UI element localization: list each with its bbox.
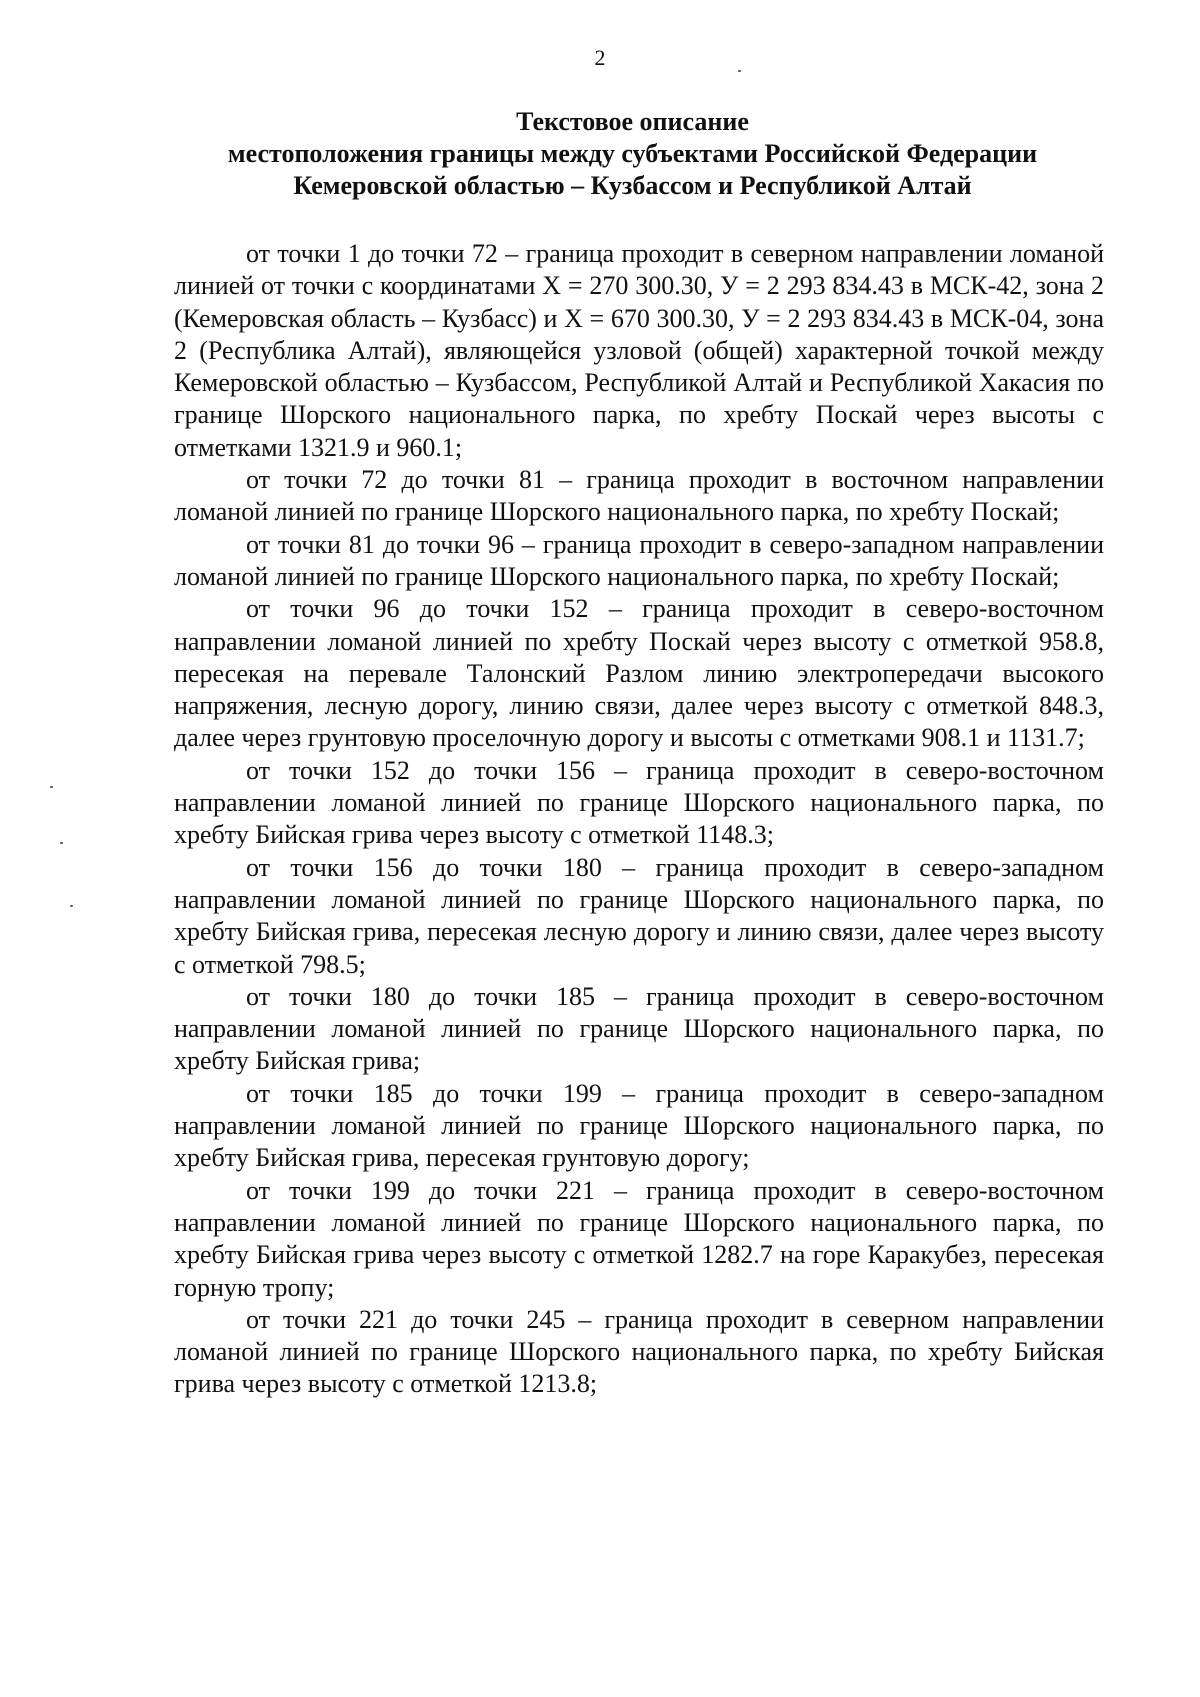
boundary-segment-paragraph: от точки 185 до точки 199 – граница проходит в северо-западном направлении ломаной линией по границе Шорского национального парка, по хребту Бийская грива, пересекая грунтовую дорогу; [174, 1078, 1104, 1173]
boundary-segment-paragraph: от точки 156 до точки 180 – граница проходит в северо-западном направлении ломаной линией по границе Шорского национального парка, по хребту Бийская грива, пересекая лесную дорогу и линию связи, далее через высоту с отметкой 798.5; [174, 852, 1104, 979]
boundary-segment-paragraph: от точки 180 до точки 185 – граница проходит в северо-восточном направлении ломаной линией по границе Шорского национального парка, по хребту Бийская грива; [174, 981, 1104, 1076]
scan-speck [70, 905, 73, 907]
title-line-2: местоположения границы между субъектами Российской Федерации [227, 139, 1038, 168]
boundary-segment-paragraph: от точки 199 до точки 221 – граница проходит в северо-восточном направлении ломаной линией по границе Шорского национального парка, по хребту Бийская грива через высоту с отметкой 1282.7 на горе Каракубез, пересекая горную тропу; [174, 1175, 1104, 1302]
boundary-segment-paragraph: от точки 72 до точки 81 – граница проходит в восточном направлении ломаной линией по границе Шорского национального парка, по хребту Поскай; [174, 465, 1104, 527]
title-line-1: Текстовое описание [516, 107, 749, 136]
page-number: 2 [594, 45, 606, 70]
boundary-segment-paragraph: от точки 152 до точки 156 – граница проходит в северо-восточном направлении ломаной линией по границе Шорского национального парка, по хребту Бийская грива через высоту с отметкой 1148.3; [174, 755, 1104, 850]
scan-speck [50, 786, 53, 788]
boundary-segment-paragraph: от точки 96 до точки 152 – граница проходит в северо-восточном направлении ломаной линией по хребту Поскай через высоту с отметкой 958.8, пересекая на перевале Талонский Разлом линию электропередачи высокого напряжения, лесную дорогу, линию связи, далее через высоту с отметкой 848.3, далее через грунтовую проселочную дорогу и высоты с отметками 908.1 и 1131.7; [174, 594, 1104, 753]
document-title [160, 106, 1105, 202]
boundary-segment-paragraph: от точки 221 до точки 245 – граница проходит в северном направлении ломаной линией по границе Шорского национального парка, по хребту Бийская грива через высоту с отметкой 1213.8; [174, 1304, 1104, 1399]
scan-speck [738, 70, 741, 72]
boundary-segment-paragraph: от точки 1 до точки 72 – граница проходит в северном направлении ломаной линией от точки с координатами Х = 270 300.30, У = 2 293 834.43 в МСК-42, зона 2 (Кемеровская область – Кузбасс) и Х = 670 300.30, У = 2 293 834.43 в МСК-04, зона 2 (Республика Алтай), являющейся узловой (общей) характерной точкой между Кемеровской областью – Кузбассом, Республикой Алтай и Республикой Хакасия по границе Шорского национального парка, по хребту Поскай через высоты с отметками 1321.9 и 960.1; [174, 239, 1104, 462]
scan-speck [60, 842, 63, 844]
title-line-3: Кемеровской областью – Кузбассом и Республикой Алтай [293, 171, 972, 200]
document-body [174, 238, 1104, 1401]
boundary-segment-paragraph: от точки 81 до точки 96 – граница проходит в северо-западном направлении ломаной линией по границе Шорского национального парка, по хребту Поскай; [174, 529, 1104, 591]
